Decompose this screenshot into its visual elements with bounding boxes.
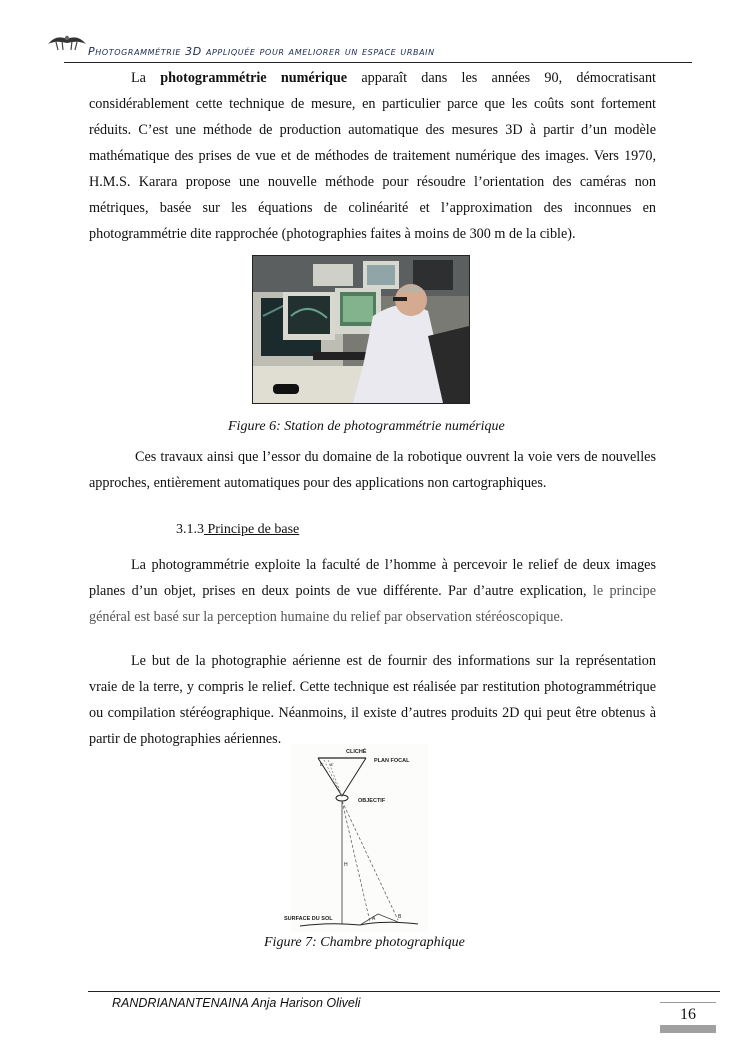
photogrammetry-station-photo (252, 255, 470, 404)
p1-rest: apparaît dans les années 90, démocratisant considérablement cette technique de mesure, en particulier parce que les coûts sont fortement réduits. C’est une méthode de production automatique des mesures 3D à partir d’un modèle mathématique des prises de vue et de méthodes de traitement numérique des images. Vers 1970, H.M.S. Karara propose une nouvelle méthode pour résoudre l’orientation des caméras non métriques, basée sur les équations de colinéarité et l’approximation des inconnues en photogrammétrie dite rapprochée (photographies faites à moins de 300 m de la cible). (89, 70, 656, 242)
section-number: 3.1.3 (176, 522, 204, 537)
label-surface-du-sol: SURFACE DU SOL (284, 916, 333, 922)
section-title: Principe de base (204, 522, 300, 537)
p2-text: Ces travaux ainsi que l’essor du domaine de la robotique ouvrent la voie vers de nouvelles approches, entièrement automatiques pour des applications non cartographiques. (89, 449, 656, 491)
footer-author: RANDRIANANTENAINA Anja Harison Oliveli (112, 996, 361, 1010)
label-b-prime: b' (320, 762, 324, 767)
footer-rule (88, 991, 720, 992)
figure6-caption: Figure 6: Station de photogrammétrie numérique (228, 419, 505, 434)
paragraph-principle (89, 552, 656, 630)
label-a-prime: a' (330, 762, 334, 767)
p1-bold-term: photogrammétrie numérique (160, 70, 348, 86)
label-objectif: OBJECTIF (358, 798, 386, 804)
paragraph-intro (89, 65, 656, 247)
p3-gray-text: le principe général est basé sur la perception humaine du relief par observation stéréoscopique. (89, 583, 656, 625)
header-logo (46, 30, 88, 52)
page-number-bar (660, 1025, 716, 1033)
camera-chamber-diagram (284, 744, 428, 932)
label-h: H (344, 862, 348, 868)
label-b: B (398, 914, 402, 920)
paragraph-robotics (89, 444, 656, 496)
p1-prefix: La (131, 70, 161, 86)
header-title: Photogrammétrie 3D appliquée pour ameliorer un espace urbain (88, 45, 435, 58)
p3-text: La photogrammétrie exploite la faculté de l’homme à percevoir le relief de deux images planes d’un objet, prises en deux points de vue différente. Par d’autre explication, (89, 557, 656, 599)
page-number: 16 (680, 1006, 696, 1023)
figure7-caption: Figure 7: Chambre photographique (264, 935, 465, 950)
header-rule (64, 62, 692, 63)
label-cliche: CLICHÉ (346, 749, 367, 755)
label-plan-focal: PLAN FOCAL (374, 758, 410, 764)
section-heading (176, 522, 299, 538)
paragraph-aerial (89, 648, 656, 752)
p4-text: Le but de la photographie aérienne est de fournir des informations sur la représentation vraie de la terre, y compris le relief. Cette technique est réalisée par restitution photogrammétrique ou compilation stéréographique. Néanmoins, il existe d’autres produits 2D qui peut être obtenus à partir de photographies aériennes. (89, 653, 656, 747)
label-a: A (372, 916, 376, 922)
